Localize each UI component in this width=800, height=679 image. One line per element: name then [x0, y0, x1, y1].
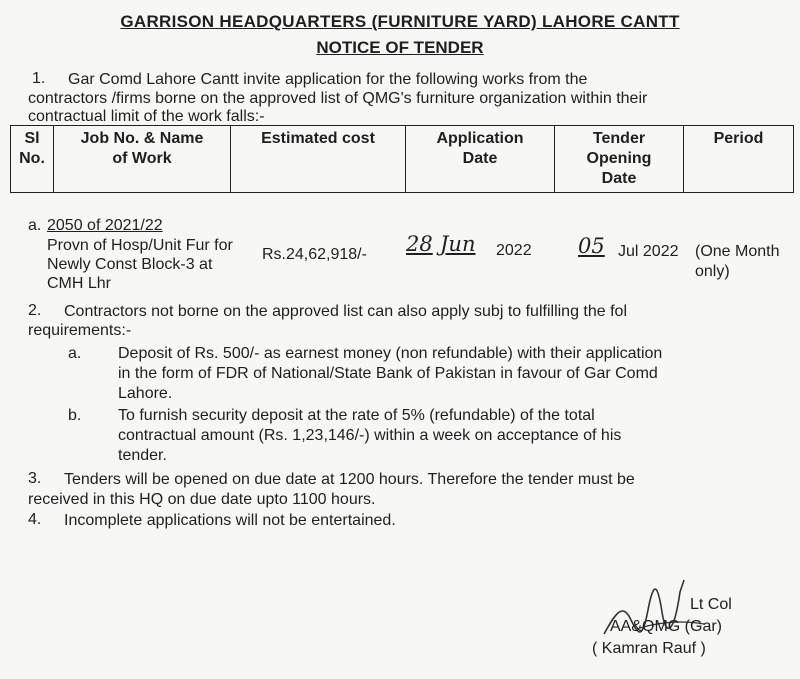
- signature-rank: Lt Col: [690, 596, 732, 613]
- item-open-date: Jul 2022: [618, 243, 679, 260]
- para3-line2: received in this HQ on due date upto 1100 hours.: [28, 491, 376, 508]
- header-job-line2: of Work: [112, 150, 172, 167]
- para2-line1: Contractors not borne on the approved list can also apply subj to fulfilling the fol: [64, 303, 627, 320]
- item-estimated-cost: Rs.24,62,918/-: [262, 246, 367, 263]
- para4-line1: Incomplete applications will not be entertained.: [64, 512, 396, 529]
- header-period-label: Period: [713, 130, 764, 147]
- para2b-line1: To furnish security deposit at the rate of 5% (refundable) of the total: [118, 407, 595, 424]
- notice-org-title: GARRISON HEADQUARTERS (FURNITURE YARD) LAHORE CANTT: [120, 12, 680, 31]
- para2a-line2: in the form of FDR of National/State Bank of Pakistan in favour of Gar Comd: [118, 365, 658, 382]
- item-label: a.: [28, 217, 42, 234]
- para3-number: 3.: [28, 470, 42, 487]
- para3-line1: Tenders will be opened on due date at 1200 hours. Therefore the tender must be: [64, 471, 635, 488]
- item-app-month-handwritten: Jun: [440, 232, 476, 256]
- item-work-line2: Newly Const Block-3 at: [47, 256, 213, 273]
- header-app-line2: Date: [462, 150, 498, 167]
- tender-table-header: [10, 125, 794, 193]
- header-opening-date: [555, 126, 684, 193]
- item-open-day-handwritten: 05: [578, 234, 605, 258]
- para2b-label: b.: [68, 407, 82, 424]
- item-app-day-handwritten: 28: [406, 232, 433, 256]
- header-open-line2: Opening: [586, 150, 652, 167]
- header-app-line1: Application: [436, 130, 524, 147]
- para1-number: 1.: [32, 70, 46, 87]
- header-sl-line1: Sl: [24, 130, 40, 147]
- para2b-line2: contractual amount (Rs. 1,23,146/-) within a week on acceptance of his: [118, 427, 622, 444]
- header-open-line1: Tender: [592, 130, 646, 147]
- header-sl-line2: No.: [19, 150, 45, 167]
- header-sl-no: [11, 126, 54, 193]
- header-application-date: [406, 126, 555, 193]
- item-app-year: 2022: [496, 242, 532, 259]
- item-period-line1: (One Month: [695, 243, 780, 260]
- item-job-number: 2050 of 2021/22: [47, 217, 163, 234]
- item-work-line3: CMH Lhr: [47, 275, 112, 292]
- signature-name: ( Kamran Rauf ): [592, 640, 706, 657]
- item-period-line2: only): [695, 263, 730, 280]
- para2-line2: requirements:-: [28, 322, 132, 339]
- para1-line3: contractual limit of the work falls:-: [28, 108, 265, 125]
- header-cost-label: Estimated cost: [261, 130, 375, 147]
- para2b-line3: tender.: [118, 447, 167, 464]
- para2a-label: a.: [68, 345, 82, 362]
- para2-number: 2.: [28, 302, 42, 319]
- notice-title: NOTICE OF TENDER: [316, 38, 484, 57]
- signature-appointment: AA&QMG (Gar): [610, 618, 723, 635]
- item-work-line1: Provn of Hosp/Unit Fur for: [47, 237, 233, 254]
- para2a-line1: Deposit of Rs. 500/- as earnest money (non refundable) with their application: [118, 345, 663, 362]
- para1-line1: Gar Comd Lahore Cantt invite application for the following works from the: [68, 71, 588, 88]
- header-open-line3: Date: [601, 170, 637, 187]
- para2a-line3: Lahore.: [118, 385, 173, 402]
- header-job: [54, 126, 231, 193]
- para4-number: 4.: [28, 511, 42, 528]
- header-cost: [231, 126, 406, 193]
- header-period: [684, 126, 794, 193]
- header-job-line1: Job No. & Name: [80, 130, 204, 147]
- para1-line2: contractors /firms borne on the approved list of QMG's furniture organization within their: [28, 90, 648, 107]
